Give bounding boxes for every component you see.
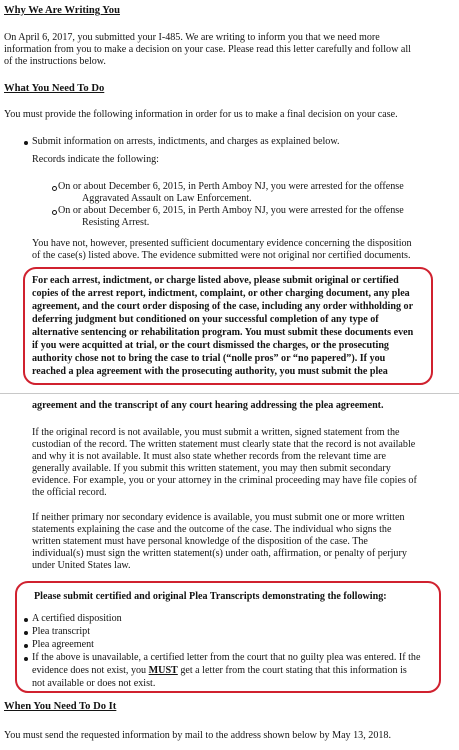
what-intro: You must provide the following information in order for us to make a final decision on your case. <box>4 109 398 120</box>
plea-item-2: Plea transcript <box>32 626 91 637</box>
bold-request-line-3: agreement, and the court order disposing of the case, including any order withholding or <box>32 301 414 312</box>
bold-request-line-6: if you were acquitted at trial, or the court dismissed the charges, or the prosecuting <box>32 340 389 351</box>
bullet-dot <box>24 657 28 661</box>
bold-request-line-5: alternative sentencing or rehabilitation program. You must submit these documents even <box>32 327 414 338</box>
original-unavailable-line-2: custodian of the record. The written statement must clearly state that the record is not available <box>32 439 416 450</box>
bullet-dot <box>24 631 28 635</box>
why-line-1: On April 6, 2017, you submitted your I-485. We are writing to inform you that we need more <box>4 32 380 43</box>
bold-request-line-4: deferring judgment but conditioned on your successful completion of any type of <box>32 314 379 325</box>
original-unavailable-line-5: evidence. For example, you or your attorney in the criminal proceeding may have file copies of <box>32 475 417 486</box>
when-heading: When You Need To Do It <box>4 701 117 712</box>
unavailable-line-2-post: get a letter from the court stating that this information is <box>177 665 407 676</box>
neither-line-2: statements explaining the case and the outcome of the case. The individual who signs the <box>32 524 392 535</box>
original-unavailable-line-4: generally available. If you submit this written statement, you may then submit secondary <box>32 463 391 474</box>
why-line-2: information from you to make a decision on your case. Please read this letter carefully and follow all <box>4 44 411 55</box>
bullet-dot <box>24 141 28 145</box>
unavailable-line-1: If the above is unavailable, a certified letter from the court that no guilty plea was entered. If the <box>32 652 421 663</box>
unavailable-line-2-pre: evidence does not exist, you <box>32 665 149 676</box>
plea-item-1: A certified disposition <box>32 613 122 624</box>
bold-continuation: agreement and the transcript of any court hearing addressing the plea agreement. <box>32 400 384 411</box>
neither-line-3: written statement must have personal knowledge of the disposition of the case. The <box>32 536 368 547</box>
records-indicate: Records indicate the following: <box>32 154 159 165</box>
bullet-arrests-text: Submit information on arrests, indictments, and charges as explained below. <box>32 136 340 147</box>
bold-request-line-8: reached a plea agreement with the prosecuting authority, you must submit the plea <box>32 366 388 377</box>
original-unavailable-line-6: the official record. <box>32 487 107 498</box>
bullet-dot <box>24 644 28 648</box>
plea-heading: Please submit certified and original Plea Transcripts demonstrating the following: <box>34 591 387 602</box>
page-seam <box>0 393 459 394</box>
insufficient-line-1: You have not, however, presented sufficient documentary evidence concerning the disposition <box>32 238 412 249</box>
bold-request-line-1: For each arrest, indictment, or charge listed above, please submit original or certified <box>32 275 399 286</box>
original-unavailable-line-3: and why it is not available. It must also state whether records from the relevant time are <box>32 451 387 462</box>
sub-bullet-circle <box>52 210 57 215</box>
arrest-item-1-line-1: On or about December 6, 2015, in Perth Amboy NJ, you were arrested for the offense <box>58 181 404 192</box>
neither-line-1: If neither primary nor secondary evidence is available, you must submit one or more written <box>32 512 405 523</box>
plea-item-3: Plea agreement <box>32 639 94 650</box>
original-unavailable-line-1: If the original record is not available, you must submit a written, signed statement from the <box>32 427 400 438</box>
neither-line-4: individual(s) must sign the written statement(s) under oath, affirmation, or penalty of perjury <box>32 548 407 559</box>
unavailable-line-2 <box>32 666 407 676</box>
bold-request-line-2: copies of the arrest report, indictment, complaint, or other charging document, any plea <box>32 288 410 299</box>
neither-line-5: under United States law. <box>32 560 131 571</box>
why-heading: Why We Are Writing You <box>4 5 120 16</box>
must-emphasis: MUST <box>148 665 178 676</box>
when-text: You must send the requested information by mail to the address shown below by May 13, 2018. <box>4 730 391 741</box>
unavailable-line-3: not available or does not exist. <box>32 678 156 689</box>
arrest-item-2-line-1: On or about December 6, 2015, in Perth Amboy NJ, you were arrested for the offense <box>58 205 404 216</box>
arrest-item-2-line-2: Resisting Arrest. <box>82 217 150 228</box>
sub-bullet-circle <box>52 186 57 191</box>
what-heading: What You Need To Do <box>4 83 105 94</box>
insufficient-line-2: of the case(s) listed above. The evidence submitted were not original nor certified documents. <box>32 250 411 261</box>
bold-request-line-7: authority chose not to bring the case to trial (“nolle pros” or “no papered”). If you <box>32 353 386 364</box>
arrest-item-1-line-2: Aggravated Assault on Law Enforcement. <box>82 193 252 204</box>
why-line-3: of the instructions below. <box>4 56 106 67</box>
bullet-dot <box>24 618 28 622</box>
